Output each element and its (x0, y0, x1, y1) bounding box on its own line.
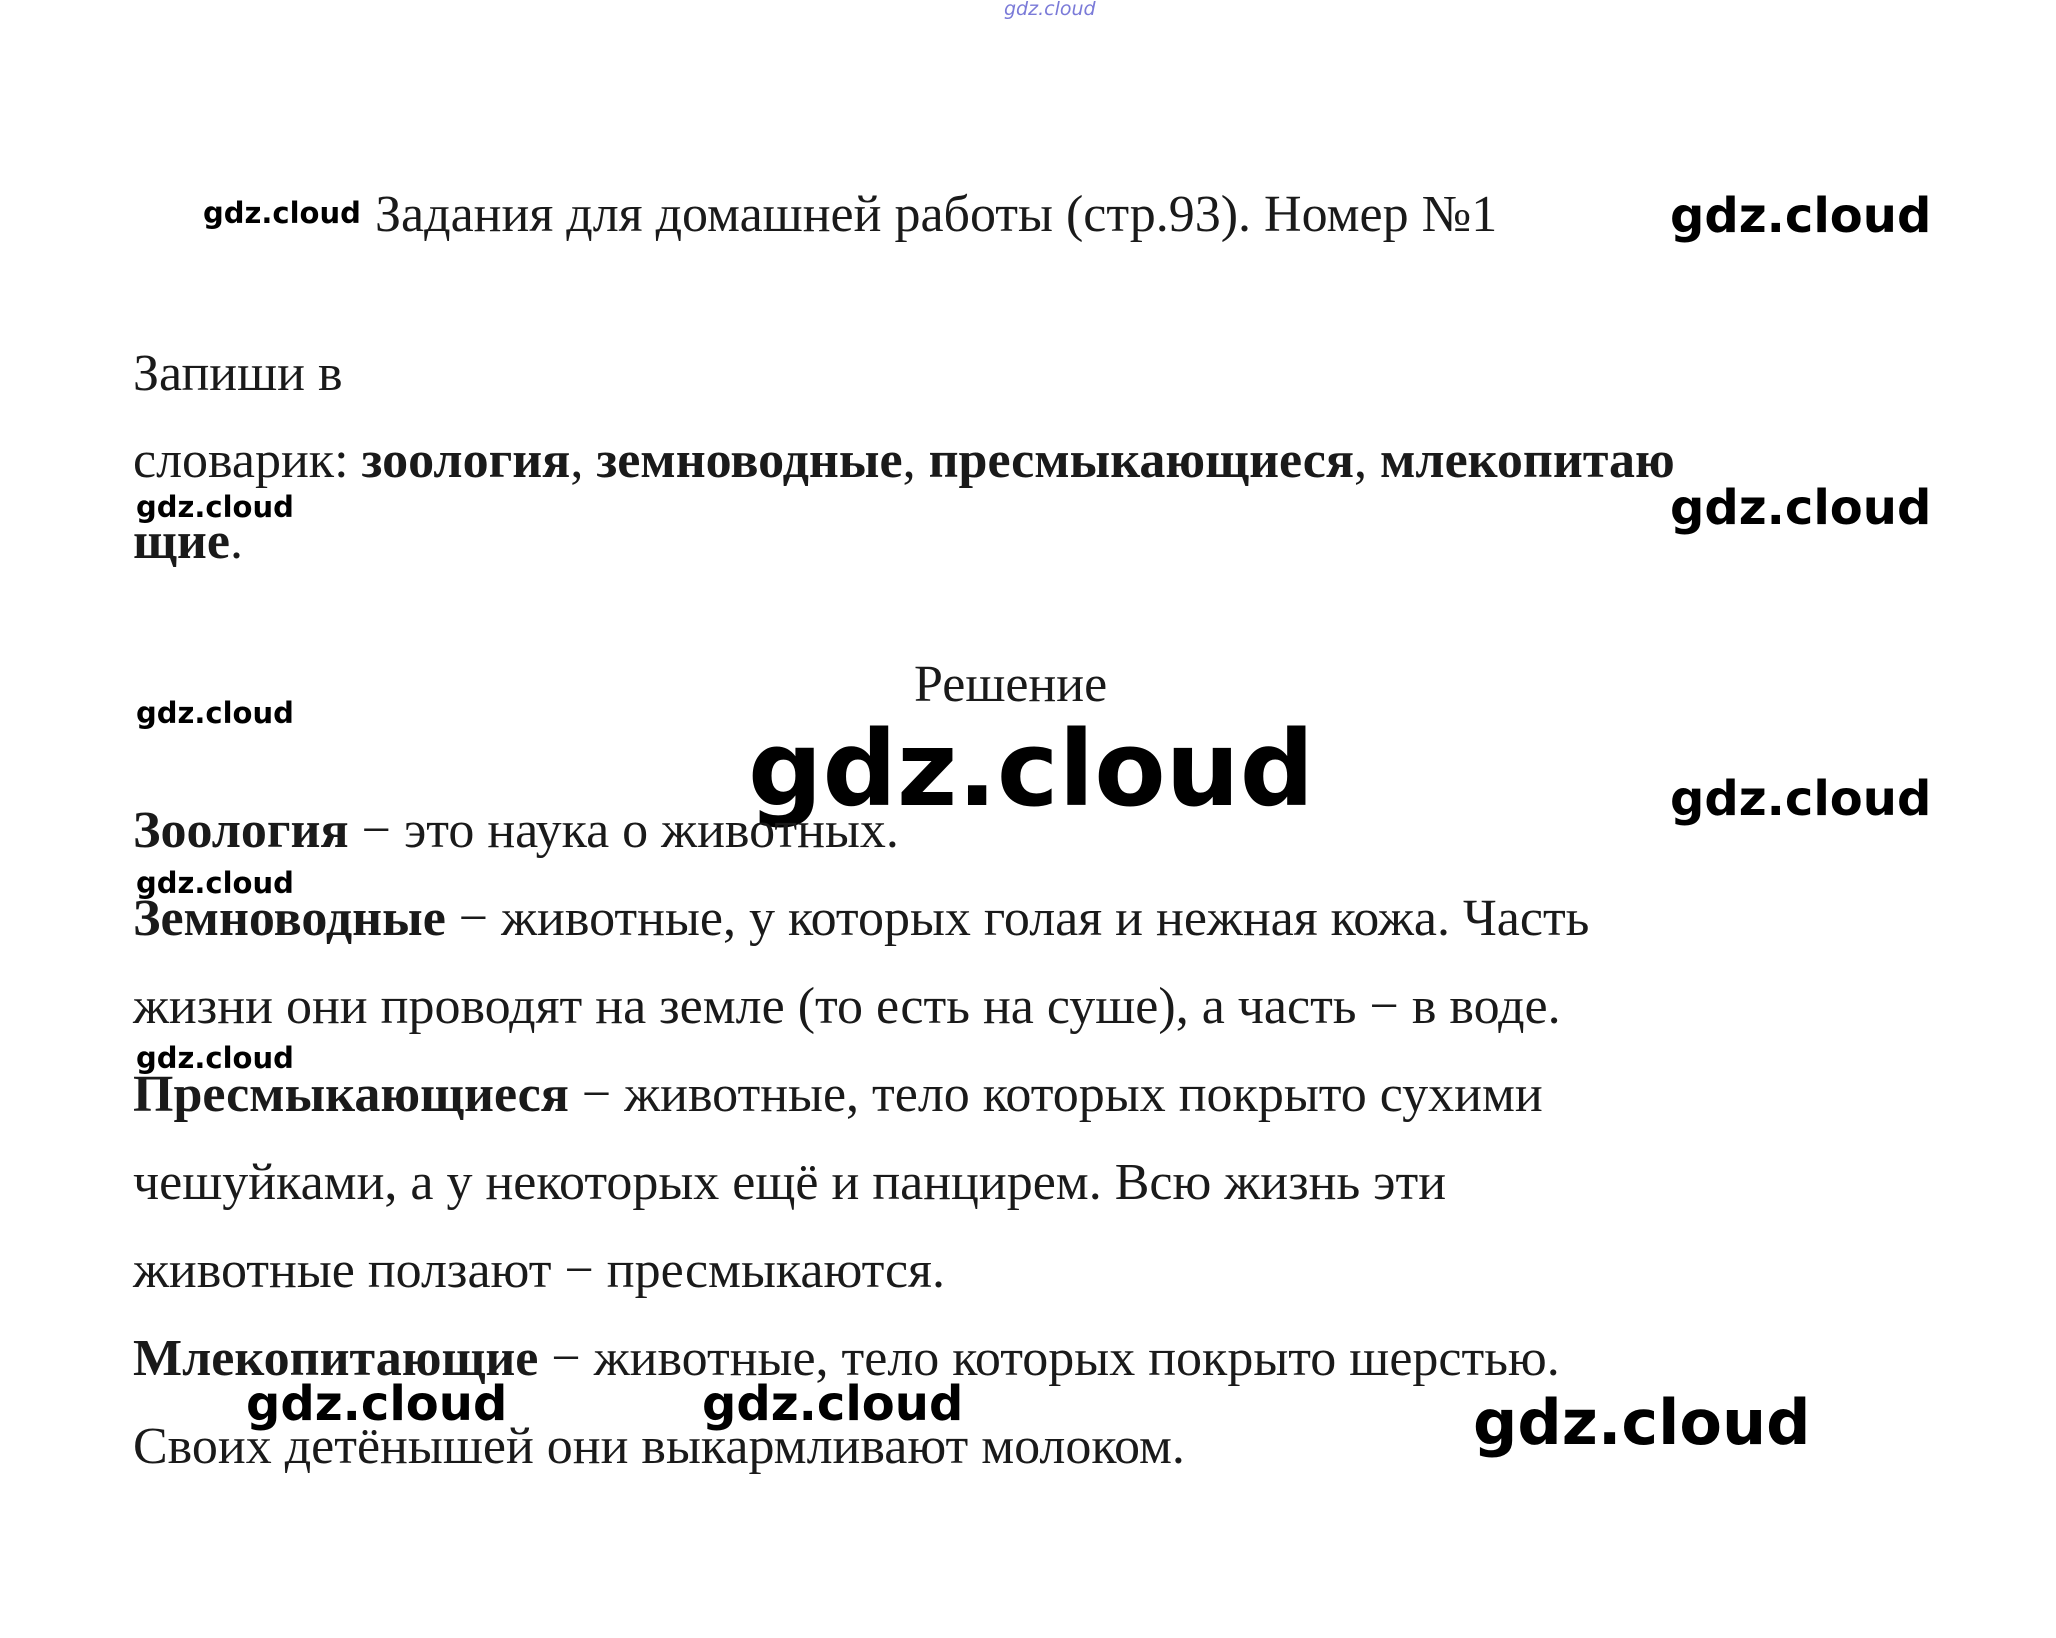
definition-reptiles-cont: животные ползают − пресмыкаются. (133, 1242, 945, 1299)
watermark: gdz.cloud (702, 1376, 964, 1432)
task-term-mammals-part1: млекопитаю (1379, 432, 1675, 489)
watermark: gdz.cloud (203, 196, 361, 230)
task-term-mammals-part2: щие (133, 513, 230, 570)
solution-heading: Решение (914, 656, 1108, 713)
task-prefix: словарик: (133, 432, 362, 489)
watermark-top: gdz.cloud (1004, 0, 1096, 20)
definition-amphibians (133, 875, 1933, 963)
task-term-amphibians: земноводные (596, 432, 903, 489)
task-line-2 (133, 417, 1933, 504)
task-line-3 (133, 498, 1933, 585)
definition-term: Земноводные (133, 890, 446, 947)
definition-reptiles-cont: чешуйками, а у некоторых ещё и панцирем. Всю жизнь эти (133, 1154, 1447, 1211)
task-end: . (229, 513, 243, 570)
definition-reptiles (133, 1051, 1933, 1139)
definition-term: Пресмыкающиеся (133, 1066, 569, 1123)
definition-text: − животные, тело которых покрыто сухими (568, 1066, 1543, 1123)
watermark: gdz.cloud (136, 490, 294, 524)
definition-zoology (133, 787, 1933, 875)
definition-text: − животные, у которых голая и нежная кожа. Часть (445, 890, 1590, 947)
task-line-1: Запиши в (133, 345, 343, 402)
task-term-zoology: зоология (361, 432, 571, 489)
watermark: gdz.cloud (136, 696, 294, 730)
task-text (133, 330, 1933, 585)
watermark: gdz.cloud (246, 1376, 508, 1432)
task-separator: , (570, 432, 597, 489)
definition-term: Зоология (133, 802, 349, 859)
page-title: Задания для домашней работы (стр.93). Номер №1 (375, 186, 1498, 243)
watermark: gdz.cloud (1670, 771, 1932, 827)
definition-text: − животные, тело которых покрыто шерстью. (538, 1330, 1560, 1387)
definition-term: Млекопитающие (133, 1330, 539, 1387)
watermark-large: gdz.cloud (748, 708, 1315, 830)
watermark: gdz.cloud (136, 866, 294, 900)
task-separator: , (1353, 432, 1380, 489)
definition-mammals-cont: Своих детёнышей они выкармливают молоком. (133, 1418, 1185, 1475)
watermark: gdz.cloud (1670, 480, 1932, 536)
definition-amphibians-cont: жизни они проводят на земле (то есть на суше), а часть − в воде. (133, 978, 1561, 1035)
definition-text: − это наука о животных. (348, 802, 899, 859)
task-separator: , (902, 432, 929, 489)
task-term-reptiles: пресмыкающиеся (928, 432, 1354, 489)
watermark: gdz.cloud (136, 1041, 294, 1075)
watermark: gdz.cloud (1473, 1386, 1811, 1459)
watermark: gdz.cloud (1670, 188, 1932, 244)
